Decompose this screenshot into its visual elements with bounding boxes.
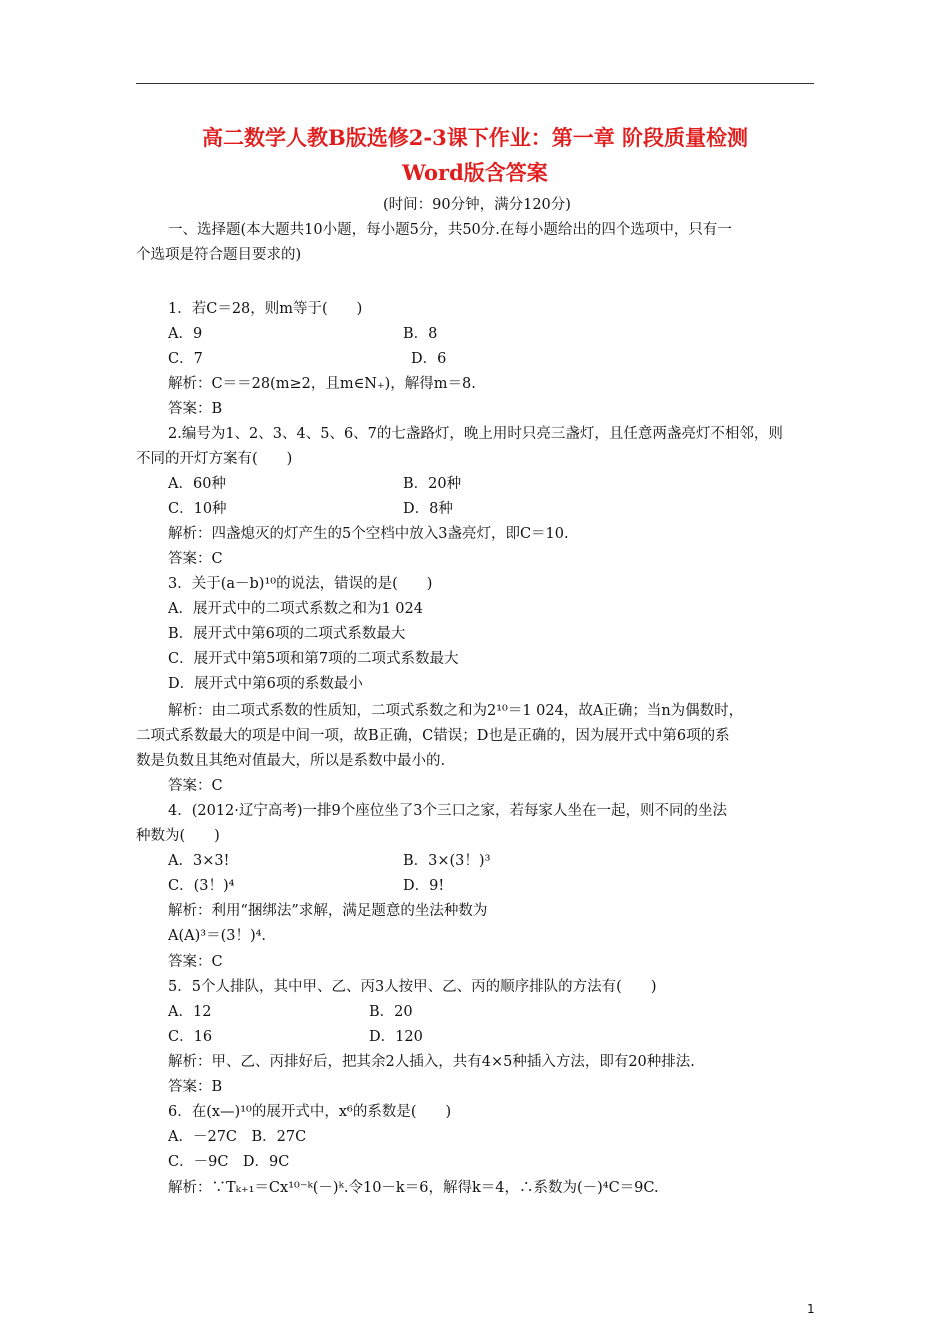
q1-option-a: A．9 — [168, 326, 203, 342]
q1-stem: 1．若C＝28，则m等于( ) — [168, 301, 363, 317]
q2-answer: 答案：C — [168, 551, 223, 567]
q3-analysis-line1: 解析：由二项式系数的性质知，二项式系数之和为2¹⁰＝1 024，故A正确；当n为偶数时， — [168, 703, 744, 719]
q4-analysis-line1: 解析：利用“捆绑法”求解，满足题意的坐法种数为 — [168, 903, 488, 919]
q5-analysis: 解析：甲、乙、丙排好后，把其余2人插入，共有4×5种插入方法，即有20种排法. — [168, 1054, 695, 1070]
q5-answer: 答案：B — [168, 1079, 223, 1095]
q3-option-d: D．展开式中第6项的系数最小 — [168, 676, 363, 692]
section-heading-line1: 一、选择题(本大题共10小题，每小题5分，共50分.在每小题给出的四个选项中，只有一 — [168, 222, 732, 238]
q3-stem: 3．关于(a－b)¹⁰的说法，错误的是( ) — [168, 576, 433, 592]
q1-analysis: 解析：C＝＝28(m≥2，且m∈N₊)，解得m＝8. — [168, 376, 476, 392]
q4-option-b: B．3×(3！)³ — [403, 853, 491, 869]
q6-analysis: 解析：∵Tₖ₊₁＝Cx¹⁰⁻ᵏ(－)ᵏ.令10－k＝6，解得k＝4，∴系数为(－)⁴C＝9C. — [168, 1180, 659, 1196]
q3-option-b: B．展开式中第6项的二项式系数最大 — [168, 626, 406, 642]
q4-answer: 答案：C — [168, 954, 223, 970]
q1-option-b: B．8 — [403, 326, 438, 342]
exam-meta: (时间：90分钟，满分120分) — [383, 197, 571, 213]
q1-answer: 答案：B — [168, 401, 223, 417]
q6-options-cd: C．－9C D．9C — [168, 1154, 290, 1170]
q5-option-c: C．16 — [168, 1029, 213, 1045]
q4-option-a: A．3×3! — [168, 853, 230, 869]
q3-answer: 答案：C — [168, 778, 223, 794]
q2-analysis: 解析：四盏熄灭的灯产生的5个空档中放入3盏亮灯，即C＝10. — [168, 526, 569, 542]
q2-option-b: B．20种 — [403, 476, 462, 492]
q4-analysis-line2: A(A)³＝(3！)⁴. — [168, 928, 267, 944]
q4-option-d: D．9! — [403, 878, 445, 894]
q5-option-a: A．12 — [168, 1004, 212, 1020]
q3-option-c: C．展开式中第5项和第7项的二项式系数最大 — [168, 651, 459, 667]
q4-stem-line1: 4．(2012·辽宁高考)一排9个座位坐了3个三口之家，若每家人坐在一起，则不同的坐法 — [168, 803, 727, 819]
q2-option-c: C．10种 — [168, 501, 227, 517]
q2-stem-line1: 2.编号为1、2、3、4、5、6、7的七盏路灯，晚上用时只亮三盏灯，且任意两盏亮灯不相邻，则 — [168, 426, 783, 442]
q5-option-b: B．20 — [369, 1004, 413, 1020]
header-rule — [136, 83, 814, 84]
q2-option-a: A．60种 — [168, 476, 226, 492]
q4-stem-line2: 种数为( ) — [136, 828, 220, 844]
q1-option-c: C．7 — [168, 351, 203, 367]
page-number: 1 — [807, 1302, 815, 1316]
q4-option-c: C．(3！)⁴ — [168, 878, 235, 894]
q6-options-ab: A．－27C B．27C — [168, 1129, 307, 1145]
document-title-line1: 高二数学人教B版选修2-3课下作业：第一章 阶段质量检测 — [202, 125, 748, 150]
q2-option-d: D．8种 — [403, 501, 453, 517]
q5-stem: 5．5个人排队，其中甲、乙、丙3人按甲、乙、丙的顺序排队的方法有( ) — [168, 979, 657, 995]
section-heading-line2: 个选项是符合题目要求的) — [136, 247, 302, 263]
q3-analysis-line3: 数是负数且其绝对值最大，所以是系数中最小的. — [136, 753, 446, 769]
q5-option-d: D．120 — [369, 1029, 423, 1045]
q3-option-a: A．展开式中的二项式系数之和为1 024 — [168, 601, 423, 617]
q2-stem-line2: 不同的开灯方案有( ) — [136, 451, 293, 467]
document-title-line2: Word版含答案 — [402, 160, 548, 185]
q6-stem: 6．在(x—)¹⁰的展开式中，x⁶的系数是( ) — [168, 1104, 452, 1120]
q3-analysis-line2: 二项式系数最大的项是中间一项，故B正确，C错误；D也是正确的，因为展开式中第6项的系 — [136, 728, 730, 744]
q1-option-d: D．6 — [411, 351, 447, 367]
